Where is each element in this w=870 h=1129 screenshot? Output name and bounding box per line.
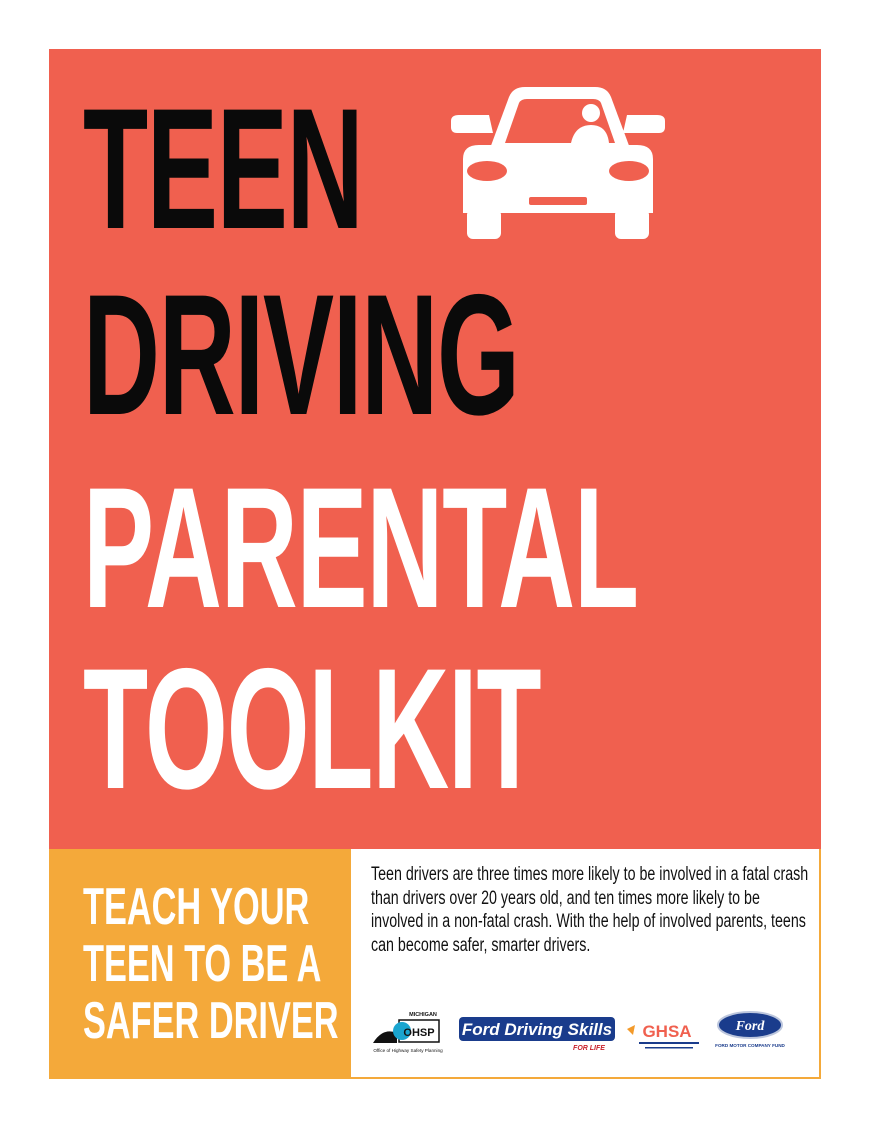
- ford-fund-text: FORD MOTOR COMPANY FUND: [715, 1043, 785, 1048]
- hero-panel: [49, 49, 821, 849]
- intro-paragraph: Teen drivers are three times more likely to be involved in a fatal crash than drivers over 20 years old, and ten times more likely to be involved in a non-fatal crash. With the help of involved parents, teens can become safer, smarter drivers.: [371, 864, 809, 956]
- ohsp-logo: [371, 1009, 445, 1055]
- info-panel: [351, 849, 821, 1079]
- title-line-parental: PARENTAL: [83, 452, 638, 644]
- ford-skills-sub-text: FOR LIFE: [573, 1045, 605, 1052]
- sponsor-logos: [371, 1009, 811, 1055]
- ford-skills-main-text: Ford Driving Skills: [461, 1020, 613, 1039]
- ohsp-mark-text: OHSP: [403, 1027, 435, 1039]
- tagline: [83, 879, 339, 1050]
- ford-motor-company-fund-logo: [715, 1009, 785, 1055]
- tagline-line-1: TEACH YOUR: [83, 878, 310, 936]
- ford-driving-skills-logo: [457, 1009, 617, 1055]
- ghsa-logo: [623, 1009, 709, 1055]
- car-icon: [449, 79, 667, 249]
- ohsp-name-text: Office of Highway Safety Planning: [373, 1048, 443, 1053]
- ohsp-state-text: MICHIGAN: [409, 1012, 437, 1018]
- title-line-driving: DRIVING: [83, 259, 519, 451]
- ford-oval-text: Ford: [735, 1019, 765, 1034]
- poster: [49, 49, 821, 1079]
- ghsa-mark-text: GHSA: [642, 1022, 692, 1041]
- tagline-line-2: TEEN TO BE A: [83, 935, 322, 993]
- title-line-toolkit: TOOLKIT: [83, 633, 541, 825]
- title-line-teen: TEEN: [83, 73, 363, 265]
- tagline-line-3: SAFER DRIVER: [83, 992, 339, 1050]
- tagline-panel: [49, 849, 351, 1079]
